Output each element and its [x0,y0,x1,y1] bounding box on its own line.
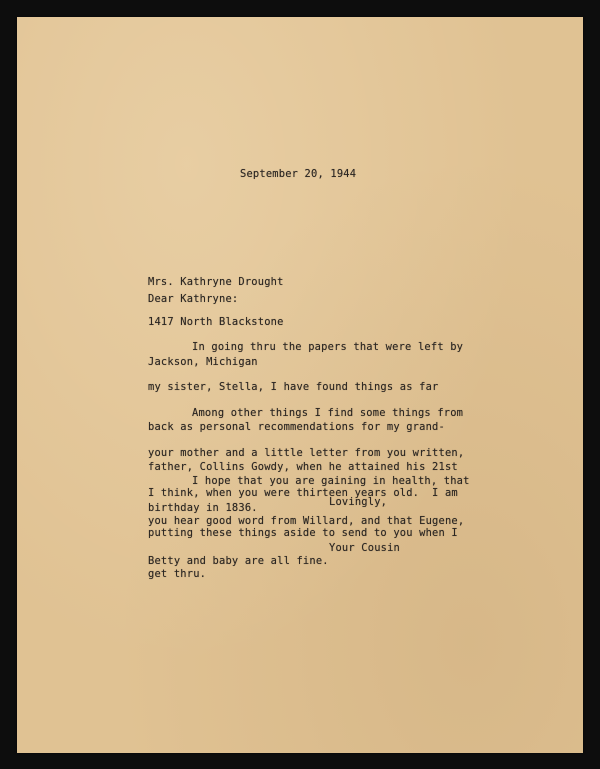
paragraph-3-line: I hope that you are gaining in health, that [192,474,470,487]
paragraph-1-line: In going thru the papers that were left by [192,340,464,353]
paragraph-2-line: your mother and a little letter from you written, [148,447,465,460]
paragraph-2-line: get thru. [148,567,207,580]
paragraph-2-line: putting these things aside to send to you when I [148,527,458,540]
paragraph-1-line: birthday in 1836. [148,501,258,514]
paragraph-1-line: back as personal recommendations for my grand- [148,421,445,434]
letter-page [17,17,583,753]
salutation: Dear Kathryne: [148,293,239,305]
paragraph-2-line: Among other things I find some things from [192,406,464,419]
paragraph-2-line: I think, when you were thirteen years old. I am [148,487,458,500]
letter-date: September 20, 1944 [240,168,357,180]
paragraph-3-line: Betty and baby are all fine. [148,555,329,568]
paragraph-1-line: father, Collins Gowdy, when he attained his 21st [148,461,458,474]
paragraph-1-line: my sister, Stella, I have found things as far [148,381,439,394]
paragraph-3-line: you hear good word from Willard, and that Eugene, [148,515,465,528]
address-line-city: Jackson, Michigan [148,356,258,369]
paragraph-3 [148,448,470,595]
address-line-name: Mrs. Kathryne Drought [148,275,284,288]
signature-line: Your Cousin [329,542,401,554]
closing: Lovingly, [329,496,388,508]
address-line-street: 1417 North Blackstone [148,316,284,329]
